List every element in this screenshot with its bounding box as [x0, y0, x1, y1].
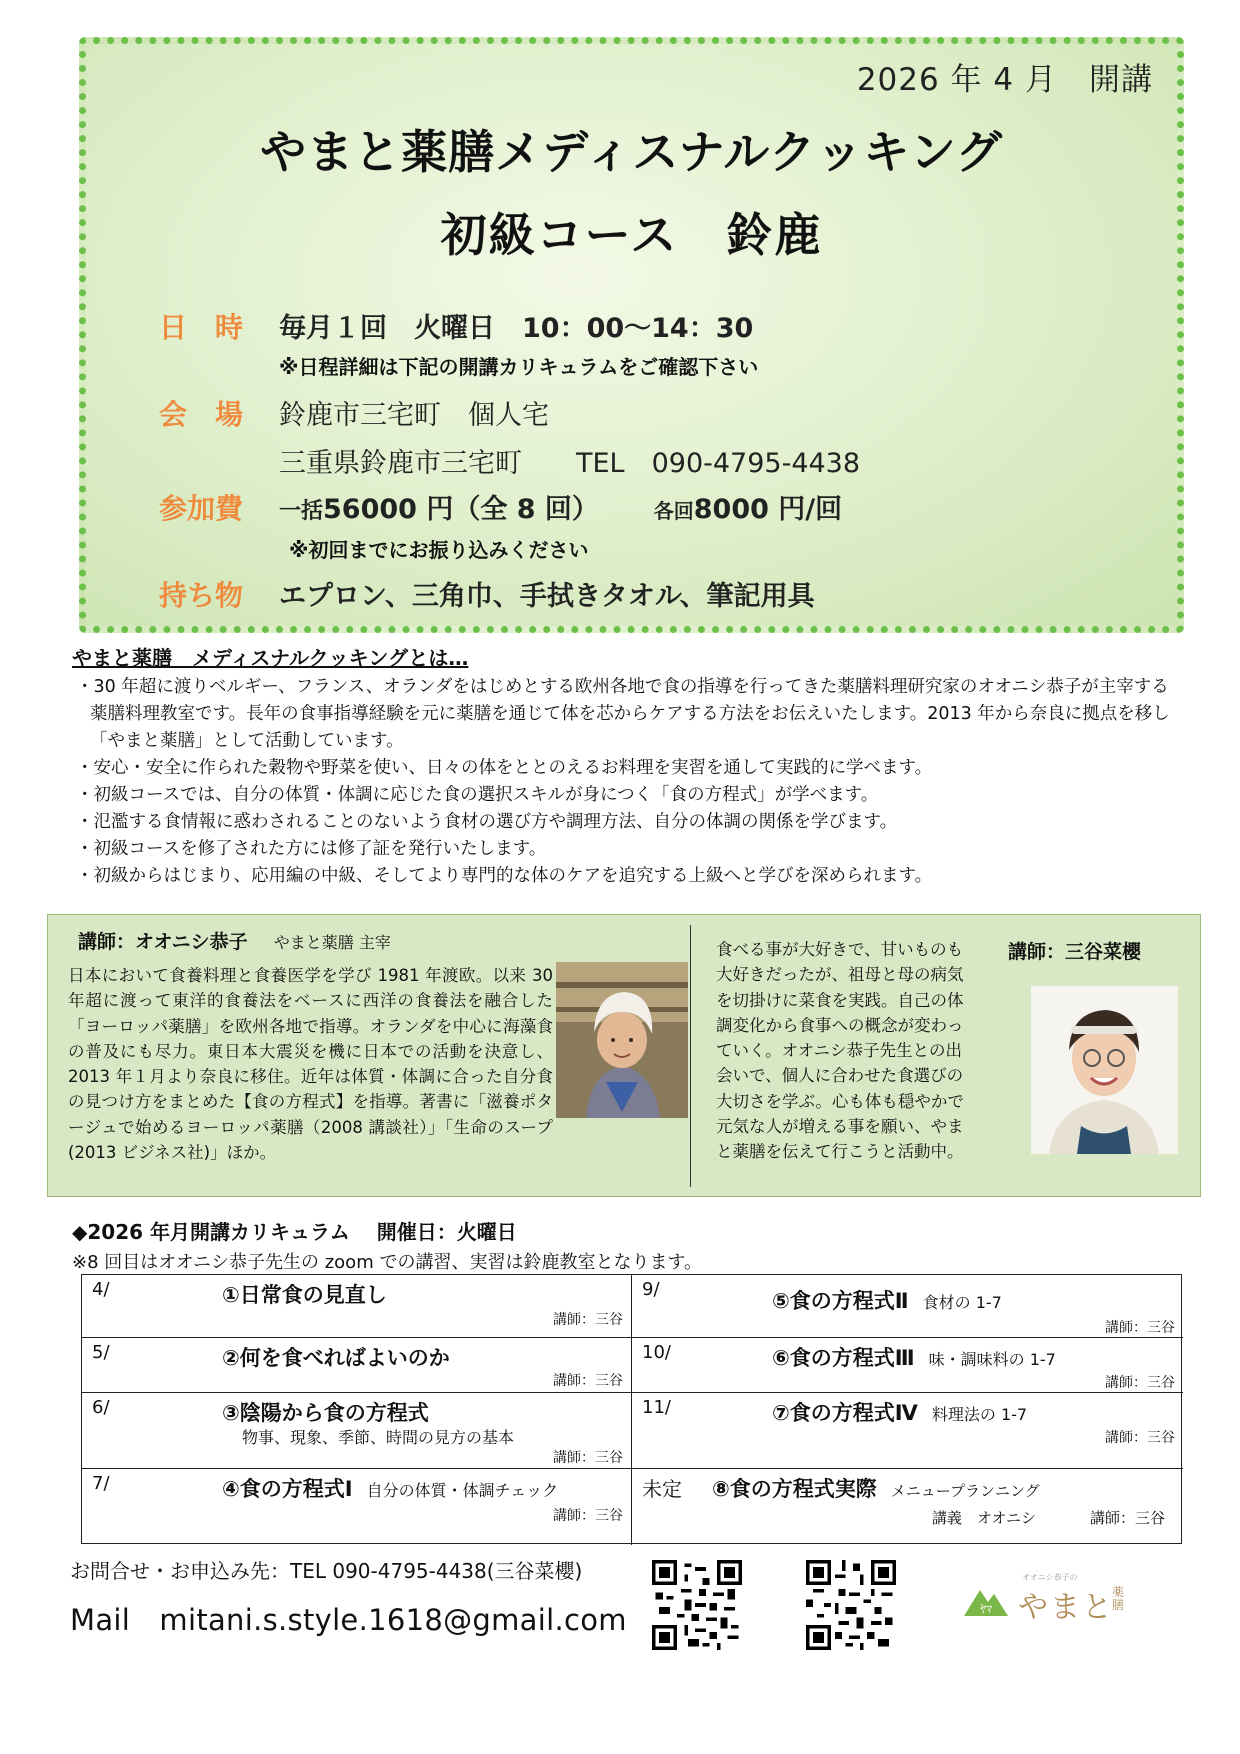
qr-code-icon[interactable] — [806, 1560, 896, 1650]
cell-month: 9/ — [642, 1279, 660, 1300]
cell-title-text: ⑦食の方程式Ⅳ — [772, 1401, 918, 1425]
cell-month: 11/ — [642, 1397, 671, 1418]
logo-side-text: 薬膳 — [1112, 1585, 1125, 1612]
cell-month: 10/ — [642, 1342, 671, 1363]
curriculum-cell — [632, 1275, 1183, 1338]
curriculum-cell — [632, 1469, 1183, 1545]
fee-each: 8000 円/回 — [693, 494, 843, 525]
fee-value — [279, 487, 842, 526]
cell-title: ②何を食べればよいのか — [222, 1346, 450, 1370]
cell-description: 物事、現象、季節、時間の見方の基本 — [242, 1428, 515, 1447]
curriculum-heading: ◆2026 年月開講カリキュラム 開催日：火曜日 — [72, 1220, 517, 1244]
cell-month: 4/ — [92, 1279, 110, 1300]
curriculum-note: ※8 回目はオオニシ恭子先生の zoom での講習、実習は鈴鹿教室となります。 — [72, 1252, 703, 1273]
cell-lecturer: 講師：三谷 — [1105, 1430, 1175, 1446]
about-item: ・初級からはじまり、応用編の中級、そしてより専門的な体のケアを追究する上級へと学びを深められます。 — [76, 866, 933, 886]
fee-lump-prefix: 一括 — [279, 499, 324, 524]
cell-title: ③陰陽から食の方程式 — [222, 1401, 429, 1425]
cell-month: 5/ — [92, 1342, 110, 1363]
venue-line2: 三重県鈴鹿市三宅町 TEL 090-4795-4438 — [279, 448, 861, 479]
cell-title — [772, 1342, 1056, 1372]
cell-lecturer: 講師：三谷 — [1105, 1320, 1175, 1336]
page-title: やまと薬膳メディスナルクッキング — [260, 125, 1003, 179]
curriculum-table — [81, 1274, 1182, 1544]
cell-subtitle: メニュープランニング — [890, 1482, 1040, 1500]
contact-info: お問合せ・お申込み先：TEL 090-4795-4438(三谷菜櫻) — [70, 1559, 583, 1583]
fee-note: ※初回までにお振り込みください — [289, 538, 589, 562]
cell-month: 7/ — [92, 1473, 110, 1494]
qr-code-icon[interactable] — [652, 1560, 742, 1650]
curriculum-cell — [632, 1338, 1183, 1393]
cell-title: ①日常食の見直し — [222, 1283, 387, 1307]
about-item: ・氾濫する食情報に惑わされることのないよう食材の選び方や調理方法、自分の体調の関係を学びます。 — [76, 812, 898, 832]
instructor1-bio: 日本において食養料理と食養医学を学び 1981 年渡欧。以来 30 年超に渡って東洋的食養法をベースに西洋の食養法を融合した「ヨーロッパ薬膳」を欧州各地で指導。オランダを中心に海藻食の普及にも尽力。東日本大震災を機に日本での活動を決意し、2013 年１月より奈良に移住。近年は体質・体調に合った自分食の見つけ方をまとめた【食の方程式】を指導。著書に「滋養ポタージュで始めるヨーロッパ薬膳（2008 講談社）」「生命のスープ(2013 ビジネス社)」ほか。 — [68, 966, 553, 1163]
course-title: 初級コース 鈴鹿 — [440, 208, 823, 262]
curriculum-cell — [82, 1469, 632, 1545]
instructors-panel — [47, 914, 1201, 1197]
cell-lecturer: 講師：三谷 — [1105, 1375, 1175, 1391]
instructor1-name: オオニシ恭子 — [135, 931, 248, 953]
items-value: エプロン、三角巾、手拭きタオル、筆記用具 — [279, 581, 815, 612]
about-heading: やまと薬膳 メディスナルクッキングとは… — [72, 646, 469, 670]
cell-lecturer: 講師：三谷 — [1089, 1509, 1165, 1527]
fee-label: 参加費 — [159, 492, 244, 525]
instructor1-heading — [78, 927, 391, 954]
about-list — [68, 674, 1178, 890]
cell-month: 6/ — [92, 1397, 110, 1418]
cell-title — [772, 1285, 1002, 1315]
cell-subtitle: 自分の体質・体調チェック — [366, 1481, 559, 1500]
cell-title-text: ⑤食の方程式Ⅱ — [772, 1289, 909, 1313]
logo-small-text: オオニシ恭子の — [1022, 1573, 1078, 1582]
cell-lecturer: 講師：三谷 — [553, 1450, 623, 1466]
cell-subtitle: 料理法の 1-7 — [931, 1405, 1028, 1424]
curriculum-cell — [82, 1275, 632, 1338]
instructor2-name: 講師：三谷菜櫻 — [1008, 941, 1142, 963]
about-item: ・30 年超に渡りベルギー、フランス、オランダをはじめとする欧州各地で食の指導を行ってきた薬膳料理研究家のオオニシ恭子が主宰する薬膳料理教室です。長年の食事指導経験を元に薬膳を通じて体を芯からケアする方法をお伝えいたします。2013 年から奈良に拠点を移し「やまと薬膳」として活動しています。 — [76, 677, 1170, 751]
cell-lecture-by: 講義 オオニシ — [932, 1509, 1036, 1527]
cell-title — [712, 1473, 1040, 1503]
cell-lecturer: 講師：三谷 — [553, 1312, 623, 1328]
cell-title-text: ⑧食の方程式実際 — [712, 1477, 877, 1501]
instructor1-prefix: 講師： — [78, 931, 136, 953]
venue-label: 会 場 — [159, 398, 244, 431]
fee-lump: 56000 円（全 8 回） — [323, 494, 599, 525]
cell-month: 未定 — [642, 1477, 682, 1501]
about-item: ・安心・安全に作られた穀物や野菜を使い、日々の体をととのえるお料理を実習を通して実践的に学べます。 — [76, 758, 933, 778]
schedule-label: 日 時 — [159, 311, 244, 344]
cell-lecturer: 講師：三谷 — [553, 1508, 623, 1524]
items-label: 持ち物 — [159, 579, 244, 612]
cell-title — [772, 1397, 1027, 1427]
cell-title-text: ④食の方程式Ⅰ — [222, 1477, 353, 1501]
hero-panel — [79, 37, 1184, 633]
cell-title-text: ⑥食の方程式Ⅲ — [772, 1346, 915, 1370]
fee-each-prefix: 各回 — [653, 499, 694, 523]
logo-main-text: やまと — [1018, 1590, 1114, 1625]
svg-text:ﾔﾏ: ﾔﾏ — [979, 1602, 993, 1616]
about-item: ・初級コースでは、自分の体質・体調に応じた食の選択スキルが身につく「食の方程式」が学べます。 — [76, 785, 879, 805]
open-date: 2026 年 4 月 開講 — [856, 62, 1153, 98]
instructor1-role: やまと薬膳 主宰 — [273, 933, 391, 952]
about-item: ・初級コースを修了された方には修了証を発行いたします。 — [76, 839, 547, 859]
curriculum-cell — [82, 1393, 632, 1469]
curriculum-cell — [82, 1338, 632, 1393]
instructor2-bio: 食べる事が大好きで、甘いものも大好きだったが、祖母と母の病気を切掛けに菜食を実践。自己の体調変化から食事への概念が変わっていく。オオニシ恭子先生との出会いで、個人に合わせた食選びの大切さを学ぶ。心も体も穏やかで元気な人が増える事を願い、やまと薬膳を伝えて行こうと活動中。 — [716, 940, 964, 1162]
schedule-note: ※日程詳細は下記の開講カリキュラムをご確認下さい — [279, 355, 759, 379]
cell-lecturer: 講師：三谷 — [553, 1373, 623, 1389]
venue-line1: 鈴鹿市三宅町 個人宅 — [279, 400, 549, 431]
instructor2-photo — [1031, 986, 1178, 1154]
mountain-logo-icon — [962, 1584, 1010, 1618]
cell-title — [222, 1473, 558, 1503]
cell-subtitle: 食材の 1-7 — [922, 1293, 1002, 1312]
instructor-divider — [690, 925, 691, 1187]
cell-subtitle: 味・調味料の 1-7 — [928, 1350, 1056, 1369]
yamato-yakuzen-logo — [962, 1572, 1134, 1632]
instructor1-photo — [556, 962, 688, 1118]
schedule-value: 毎月１回 火曜日 10：00～14：30 — [279, 313, 754, 344]
curriculum-cell — [632, 1393, 1183, 1469]
mail-address[interactable]: Mail mitani.s.style.1618@gmail.com — [70, 1603, 627, 1637]
